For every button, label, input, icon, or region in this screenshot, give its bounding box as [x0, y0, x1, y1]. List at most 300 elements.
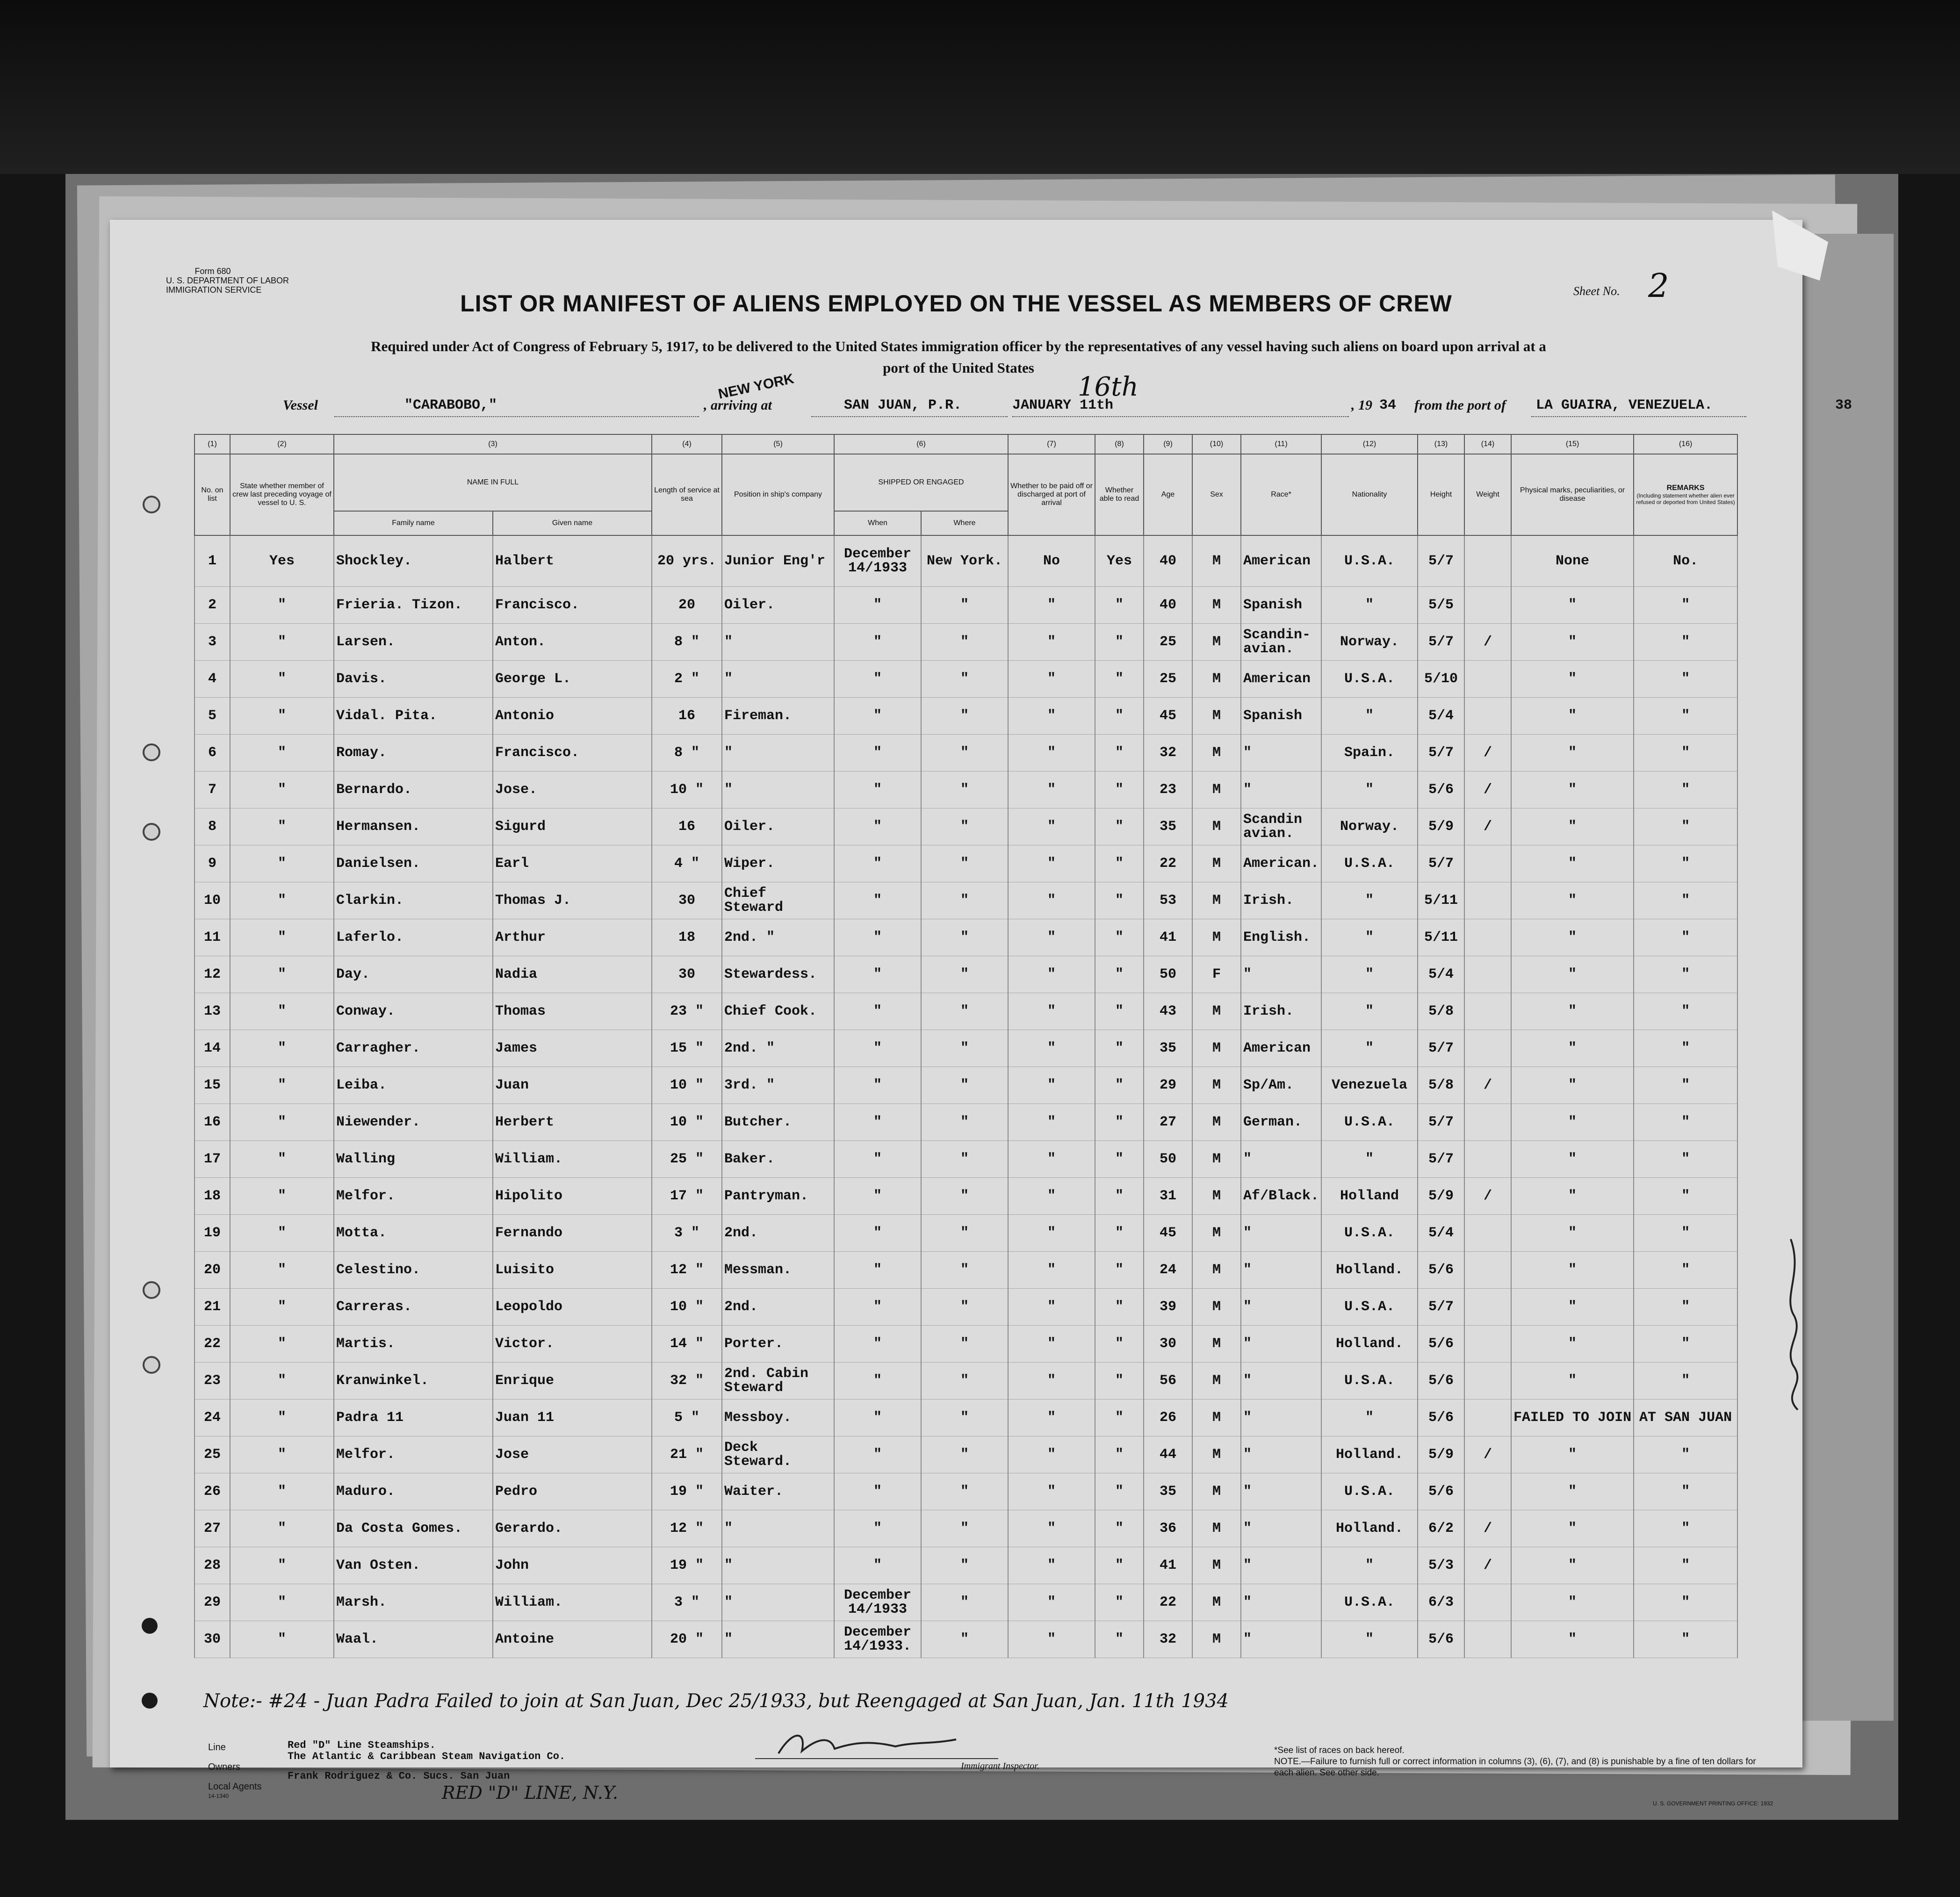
cell-sex: M: [1192, 587, 1241, 624]
cell-age: 41: [1144, 1547, 1192, 1584]
table-row: [195, 919, 1737, 956]
cell-remarks: ": [1634, 882, 1737, 919]
cell-previous-voyage: ": [230, 1178, 334, 1215]
cell-age: 45: [1144, 1215, 1192, 1252]
column-number: (13): [1418, 434, 1464, 454]
cell-paid-off: ": [1008, 1252, 1095, 1289]
cell-sex: M: [1192, 1363, 1241, 1399]
cell-race: ": [1241, 1326, 1321, 1363]
cell-race: ": [1241, 1473, 1321, 1510]
cell-shipped-when: ": [834, 1473, 921, 1510]
cell-previous-voyage: ": [230, 1363, 334, 1399]
arriving-label: , arriving at: [704, 397, 772, 413]
cell-height: 5/4: [1418, 698, 1464, 735]
table-row: [195, 587, 1737, 624]
cell-nationality: ": [1321, 587, 1418, 624]
cell-race: ": [1241, 1141, 1321, 1178]
cell-family-name: Bernardo.: [334, 772, 493, 808]
cell-position: ": [722, 1584, 834, 1621]
cell-paid-off: ": [1008, 1363, 1095, 1399]
column-number: (1): [195, 434, 230, 454]
cell-physical-marks: ": [1511, 956, 1634, 993]
cell-position: 2nd. ": [722, 1030, 834, 1067]
footer-form-number: 14-1340: [208, 1793, 229, 1799]
cell-weight: /: [1464, 1436, 1511, 1473]
cell-length-of-service: 25 ": [652, 1141, 722, 1178]
cell-previous-voyage: ": [230, 993, 334, 1030]
cell-nationality: ": [1321, 1621, 1418, 1658]
punch-hole: [143, 1356, 160, 1374]
table-row: [195, 661, 1737, 698]
cell-age: 35: [1144, 1030, 1192, 1067]
cell-physical-marks: ": [1511, 808, 1634, 845]
cell-previous-voyage: ": [230, 1584, 334, 1621]
cell-nationality: Holland.: [1321, 1436, 1418, 1473]
cell-nationality: U.S.A.: [1321, 1215, 1418, 1252]
cell-given-name: Pedro: [493, 1473, 652, 1510]
cell-previous-voyage: ": [230, 1510, 334, 1547]
cell-nationality: Holland: [1321, 1178, 1418, 1215]
cell-family-name: Clarkin.: [334, 882, 493, 919]
column-number: (15): [1511, 434, 1634, 454]
punch-hole: [143, 823, 160, 841]
cell-previous-voyage: ": [230, 735, 334, 772]
cell-weight: [1464, 882, 1511, 919]
document-title: LIST OR MANIFEST OF ALIENS EMPLOYED ON THE VESSEL AS MEMBERS OF CREW: [460, 290, 1452, 317]
cell-shipped-where: ": [921, 1067, 1008, 1104]
cell-given-name: William.: [493, 1584, 652, 1621]
cell-family-name: Celestino.: [334, 1252, 493, 1289]
remarks-title: REMARKS: [1666, 484, 1705, 492]
cell-row-number: 21: [195, 1289, 230, 1326]
year-label: , 19: [1351, 397, 1372, 413]
cell-weight: [1464, 1289, 1511, 1326]
header-remarks: [1634, 454, 1737, 535]
cell-weight: [1464, 919, 1511, 956]
table-row: [195, 735, 1737, 772]
column-number: (10): [1192, 434, 1241, 454]
cell-height: 6/3: [1418, 1584, 1464, 1621]
column-number: (2): [230, 434, 334, 454]
cell-race: ": [1241, 772, 1321, 808]
cell-remarks: ": [1634, 1363, 1737, 1399]
cell-nationality: ": [1321, 1547, 1418, 1584]
cell-weight: [1464, 587, 1511, 624]
cell-previous-voyage: ": [230, 919, 334, 956]
cell-row-number: 4: [195, 661, 230, 698]
cell-physical-marks: ": [1511, 661, 1634, 698]
cell-length-of-service: 30: [652, 956, 722, 993]
header-age: Age: [1144, 454, 1192, 535]
cell-nationality: U.S.A.: [1321, 1584, 1418, 1621]
cell-able-to-read: ": [1095, 1178, 1144, 1215]
header-race: Race*: [1241, 454, 1321, 535]
cell-position: ": [722, 624, 834, 661]
cell-shipped-where: ": [921, 1436, 1008, 1473]
cell-paid-off: ": [1008, 1547, 1095, 1584]
cell-able-to-read: ": [1095, 1547, 1144, 1584]
cell-height: 5/6: [1418, 1473, 1464, 1510]
cell-length-of-service: 10 ": [652, 1289, 722, 1326]
cell-position: Stewardess.: [722, 956, 834, 993]
cell-shipped-when: ": [834, 698, 921, 735]
cell-weight: [1464, 1584, 1511, 1621]
cell-physical-marks: ": [1511, 1584, 1634, 1621]
cell-able-to-read: ": [1095, 624, 1144, 661]
cell-sex: M: [1192, 1399, 1241, 1436]
cell-remarks: ": [1634, 1067, 1737, 1104]
cell-position: Deck Steward.: [722, 1436, 834, 1473]
cell-shipped-where: ": [921, 735, 1008, 772]
cell-length-of-service: 10 ": [652, 1067, 722, 1104]
cell-race: American: [1241, 1030, 1321, 1067]
cell-row-number: 30: [195, 1621, 230, 1658]
cell-length-of-service: 2 ": [652, 661, 722, 698]
cell-weight: /: [1464, 772, 1511, 808]
cell-given-name: Francisco.: [493, 735, 652, 772]
cell-sex: M: [1192, 1067, 1241, 1104]
cell-row-number: 29: [195, 1584, 230, 1621]
cell-nationality: Venezuela: [1321, 1067, 1418, 1104]
cell-given-name: George L.: [493, 661, 652, 698]
cell-position: 3rd. ": [722, 1067, 834, 1104]
cell-age: 22: [1144, 1584, 1192, 1621]
cell-shipped-where: ": [921, 1252, 1008, 1289]
cell-physical-marks: ": [1511, 1141, 1634, 1178]
cell-paid-off: ": [1008, 845, 1095, 882]
cell-position: Chief Steward: [722, 882, 834, 919]
cell-row-number: 19: [195, 1215, 230, 1252]
table-row: [195, 1326, 1737, 1363]
cell-paid-off: ": [1008, 1621, 1095, 1658]
cell-family-name: Martis.: [334, 1326, 493, 1363]
cell-remarks: ": [1634, 1436, 1737, 1473]
cell-family-name: Shockley.: [334, 535, 493, 587]
table-row: [195, 1363, 1737, 1399]
cell-position: Oiler.: [722, 808, 834, 845]
cell-height: 5/7: [1418, 1030, 1464, 1067]
cell-given-name: Jose.: [493, 772, 652, 808]
cell-nationality: ": [1321, 919, 1418, 956]
cell-nationality: U.S.A.: [1321, 1363, 1418, 1399]
cell-height: 5/9: [1418, 808, 1464, 845]
table-row: [195, 1215, 1737, 1252]
cell-row-number: 24: [195, 1399, 230, 1436]
fill-line: [811, 416, 1008, 417]
cell-nationality: Holland.: [1321, 1252, 1418, 1289]
cell-nationality: U.S.A.: [1321, 1473, 1418, 1510]
remarks-subtitle: (Including statement whether alien ever refused or deported from United States): [1636, 492, 1735, 505]
inspector-label: Immigrant Inspector.: [961, 1761, 1039, 1771]
header-previous-voyage: State whether member of crew last preceding voyage of vessel to U. S.: [230, 454, 334, 535]
cell-family-name: Walling: [334, 1141, 493, 1178]
cell-age: 43: [1144, 993, 1192, 1030]
cell-height: 5/6: [1418, 1399, 1464, 1436]
cell-weight: [1464, 1104, 1511, 1141]
cell-previous-voyage: ": [230, 1252, 334, 1289]
cell-age: 40: [1144, 535, 1192, 587]
owners-label: Owners: [208, 1762, 240, 1772]
cell-position: Wiper.: [722, 845, 834, 882]
header-height: Height: [1418, 454, 1464, 535]
cell-height: 5/6: [1418, 1363, 1464, 1399]
header-name-in-full: NAME IN FULL: [334, 454, 652, 511]
cell-shipped-where: ": [921, 587, 1008, 624]
cell-shipped-when: ": [834, 1030, 921, 1067]
header-no-on-list: No. on list: [195, 454, 230, 535]
cell-position: Oiler.: [722, 587, 834, 624]
cell-race: Spanish: [1241, 698, 1321, 735]
table-row: [195, 808, 1737, 845]
cell-previous-voyage: ": [230, 1030, 334, 1067]
cell-length-of-service: 20 yrs.: [652, 535, 722, 587]
vessel-name: "CARABOBO,": [404, 397, 497, 413]
cell-height: 5/11: [1418, 882, 1464, 919]
table-row: [195, 882, 1737, 919]
cell-paid-off: ": [1008, 1215, 1095, 1252]
cell-weight: [1464, 1399, 1511, 1436]
cell-shipped-where: ": [921, 1399, 1008, 1436]
cell-paid-off: ": [1008, 1104, 1095, 1141]
cell-given-name: Halbert: [493, 535, 652, 587]
cell-position: Fireman.: [722, 698, 834, 735]
cell-age: 44: [1144, 1436, 1192, 1473]
crew-manifest-table: [194, 434, 1738, 1658]
cell-shipped-when: ": [834, 1215, 921, 1252]
cell-length-of-service: 30: [652, 882, 722, 919]
cell-row-number: 1: [195, 535, 230, 587]
line-label: Line: [208, 1742, 226, 1753]
cell-sex: M: [1192, 845, 1241, 882]
cell-length-of-service: 8 ": [652, 624, 722, 661]
cell-nationality: U.S.A.: [1321, 661, 1418, 698]
date-correction: 16th: [1078, 372, 1139, 402]
cell-weight: [1464, 956, 1511, 993]
cell-height: 5/6: [1418, 1326, 1464, 1363]
cell-shipped-where: ": [921, 808, 1008, 845]
cell-previous-voyage: ": [230, 845, 334, 882]
cell-remarks: ": [1634, 1584, 1737, 1621]
cell-sex: M: [1192, 698, 1241, 735]
cell-row-number: 10: [195, 882, 230, 919]
cell-shipped-where: ": [921, 1584, 1008, 1621]
cell-age: 24: [1144, 1252, 1192, 1289]
cell-age: 35: [1144, 808, 1192, 845]
cell-weight: [1464, 1363, 1511, 1399]
cell-remarks: ": [1634, 956, 1737, 993]
scan-background: [0, 0, 1960, 174]
cell-shipped-when: ": [834, 1363, 921, 1399]
cell-paid-off: ": [1008, 772, 1095, 808]
cell-nationality: ": [1321, 1399, 1418, 1436]
cell-row-number: 3: [195, 624, 230, 661]
cell-shipped-where: ": [921, 1289, 1008, 1326]
cell-remarks: ": [1634, 919, 1737, 956]
cell-previous-voyage: ": [230, 587, 334, 624]
table-row: [195, 956, 1737, 993]
cell-shipped-when: ": [834, 1289, 921, 1326]
cell-nationality: Norway.: [1321, 808, 1418, 845]
cell-sex: M: [1192, 1436, 1241, 1473]
cell-weight: [1464, 845, 1511, 882]
vessel-label: Vessel: [283, 397, 318, 413]
cell-height: 5/3: [1418, 1547, 1464, 1584]
cell-given-name: Francisco.: [493, 587, 652, 624]
table-row: [195, 1067, 1737, 1104]
cell-row-number: 13: [195, 993, 230, 1030]
cell-sex: M: [1192, 535, 1241, 587]
cell-shipped-where: ": [921, 845, 1008, 882]
cell-sex: M: [1192, 624, 1241, 661]
cell-able-to-read: ": [1095, 1141, 1144, 1178]
table-row: [195, 535, 1737, 587]
cell-remarks: ": [1634, 993, 1737, 1030]
cell-height: 5/6: [1418, 1252, 1464, 1289]
cell-sex: M: [1192, 1141, 1241, 1178]
cell-race: English.: [1241, 919, 1321, 956]
cell-weight: /: [1464, 808, 1511, 845]
header-paid-off: Whether to be paid off or discharged at port of arrival: [1008, 454, 1095, 535]
cell-height: 5/7: [1418, 1289, 1464, 1326]
cell-remarks: ": [1634, 1621, 1737, 1658]
cell-position: Messboy.: [722, 1399, 834, 1436]
cell-remarks: ": [1634, 1326, 1737, 1363]
cell-remarks: ": [1634, 1215, 1737, 1252]
cell-nationality: ": [1321, 1030, 1418, 1067]
cell-age: 25: [1144, 661, 1192, 698]
cell-length-of-service: 12 ": [652, 1252, 722, 1289]
cell-able-to-read: ": [1095, 1252, 1144, 1289]
cell-paid-off: ": [1008, 661, 1095, 698]
cell-physical-marks: ": [1511, 1178, 1634, 1215]
cell-shipped-where: ": [921, 1621, 1008, 1658]
cell-height: 5/9: [1418, 1436, 1464, 1473]
inspector-note: Note:- #24 - Juan Padra Failed to join at San Juan, Dec 25/1933, but Reengaged at San Juan, Jan. 11th 1934: [203, 1690, 1229, 1712]
cell-shipped-when: ": [834, 882, 921, 919]
cell-shipped-when: ": [834, 735, 921, 772]
cell-given-name: Nadia: [493, 956, 652, 993]
header-when: When: [834, 511, 921, 535]
owners-value: The Atlantic & Caribbean Steam Navigation Co.: [288, 1751, 566, 1762]
cell-remarks: ": [1634, 1547, 1737, 1584]
cell-race: Irish.: [1241, 993, 1321, 1030]
cell-shipped-where: ": [921, 624, 1008, 661]
cell-given-name: Leopoldo: [493, 1289, 652, 1326]
cell-race: ": [1241, 1252, 1321, 1289]
cell-physical-marks: ": [1511, 735, 1634, 772]
cell-able-to-read: ": [1095, 882, 1144, 919]
cell-previous-voyage: ": [230, 1289, 334, 1326]
cell-shipped-where: ": [921, 919, 1008, 956]
cell-sex: M: [1192, 661, 1241, 698]
form-number: Form 680: [195, 267, 231, 276]
cell-shipped-where: ": [921, 1104, 1008, 1141]
cell-able-to-read: Yes: [1095, 535, 1144, 587]
cell-position: ": [722, 1547, 834, 1584]
document-subtitle: [180, 336, 1737, 379]
cell-paid-off: ": [1008, 698, 1095, 735]
agents-handwritten: RED "D" LINE, N.Y.: [442, 1782, 618, 1803]
header-position: Position in ship's company: [722, 454, 834, 535]
cell-age: 31: [1144, 1178, 1192, 1215]
column-number: (11): [1241, 434, 1321, 454]
cell-sex: M: [1192, 808, 1241, 845]
cell-remarks: ": [1634, 1104, 1737, 1141]
sequence-number: 38: [1835, 397, 1852, 413]
cell-given-name: Thomas: [493, 993, 652, 1030]
cell-race: ": [1241, 956, 1321, 993]
cell-physical-marks: ": [1511, 1104, 1634, 1141]
cell-physical-marks: ": [1511, 882, 1634, 919]
cell-previous-voyage: ": [230, 808, 334, 845]
header-weight: Weight: [1464, 454, 1511, 535]
cell-previous-voyage: ": [230, 772, 334, 808]
cell-able-to-read: ": [1095, 1399, 1144, 1436]
cell-shipped-when: ": [834, 1436, 921, 1473]
cell-remarks: ": [1634, 1473, 1737, 1510]
cell-shipped-when: ": [834, 956, 921, 993]
cell-height: 5/7: [1418, 845, 1464, 882]
cell-remarks: ": [1634, 1178, 1737, 1215]
table-row: [195, 1141, 1737, 1178]
cell-given-name: Hipolito: [493, 1178, 652, 1215]
cell-paid-off: ": [1008, 587, 1095, 624]
cell-row-number: 5: [195, 698, 230, 735]
cell-paid-off: ": [1008, 956, 1095, 993]
cell-sex: M: [1192, 1215, 1241, 1252]
cell-age: 35: [1144, 1473, 1192, 1510]
line-value: Red "D" Line Steamships.: [288, 1739, 436, 1751]
cell-previous-voyage: ": [230, 1104, 334, 1141]
cell-family-name: Melfor.: [334, 1178, 493, 1215]
cell-age: 32: [1144, 1621, 1192, 1658]
cell-race: ": [1241, 1547, 1321, 1584]
arrival-date: JANUARY 11th: [1012, 397, 1114, 413]
cell-age: 29: [1144, 1067, 1192, 1104]
subtitle-line: Required under Act of Congress of February 5, 1917, to be delivered to the United States immigration officer by the representatives of any vessel having such aliens on board upon arrival at a: [371, 338, 1546, 354]
cell-given-name: Anton.: [493, 624, 652, 661]
cell-row-number: 14: [195, 1030, 230, 1067]
cell-physical-marks: None: [1511, 535, 1634, 587]
table-row: [195, 1510, 1737, 1547]
cell-position: 2nd.: [722, 1289, 834, 1326]
cell-previous-voyage: ": [230, 956, 334, 993]
cell-race: ": [1241, 1510, 1321, 1547]
cell-height: 5/8: [1418, 1067, 1464, 1104]
cell-sex: M: [1192, 772, 1241, 808]
cell-given-name: Arthur: [493, 919, 652, 956]
fill-line: [1531, 416, 1746, 417]
cell-able-to-read: ": [1095, 1215, 1144, 1252]
cell-row-number: 9: [195, 845, 230, 882]
cell-height: 5/7: [1418, 624, 1464, 661]
punch-hole: [142, 1618, 158, 1634]
cell-remarks: ": [1634, 661, 1737, 698]
cell-height: 5/7: [1418, 1141, 1464, 1178]
cell-weight: /: [1464, 624, 1511, 661]
cell-shipped-where: ": [921, 882, 1008, 919]
cell-position: ": [722, 1621, 834, 1658]
cell-nationality: ": [1321, 1141, 1418, 1178]
cell-paid-off: ": [1008, 1326, 1095, 1363]
cell-family-name: Davis.: [334, 661, 493, 698]
cell-length-of-service: 16: [652, 698, 722, 735]
cell-paid-off: ": [1008, 1289, 1095, 1326]
cell-sex: M: [1192, 1547, 1241, 1584]
cell-physical-marks: ": [1511, 993, 1634, 1030]
cell-paid-off: ": [1008, 808, 1095, 845]
inspector-signature: [774, 1725, 961, 1770]
